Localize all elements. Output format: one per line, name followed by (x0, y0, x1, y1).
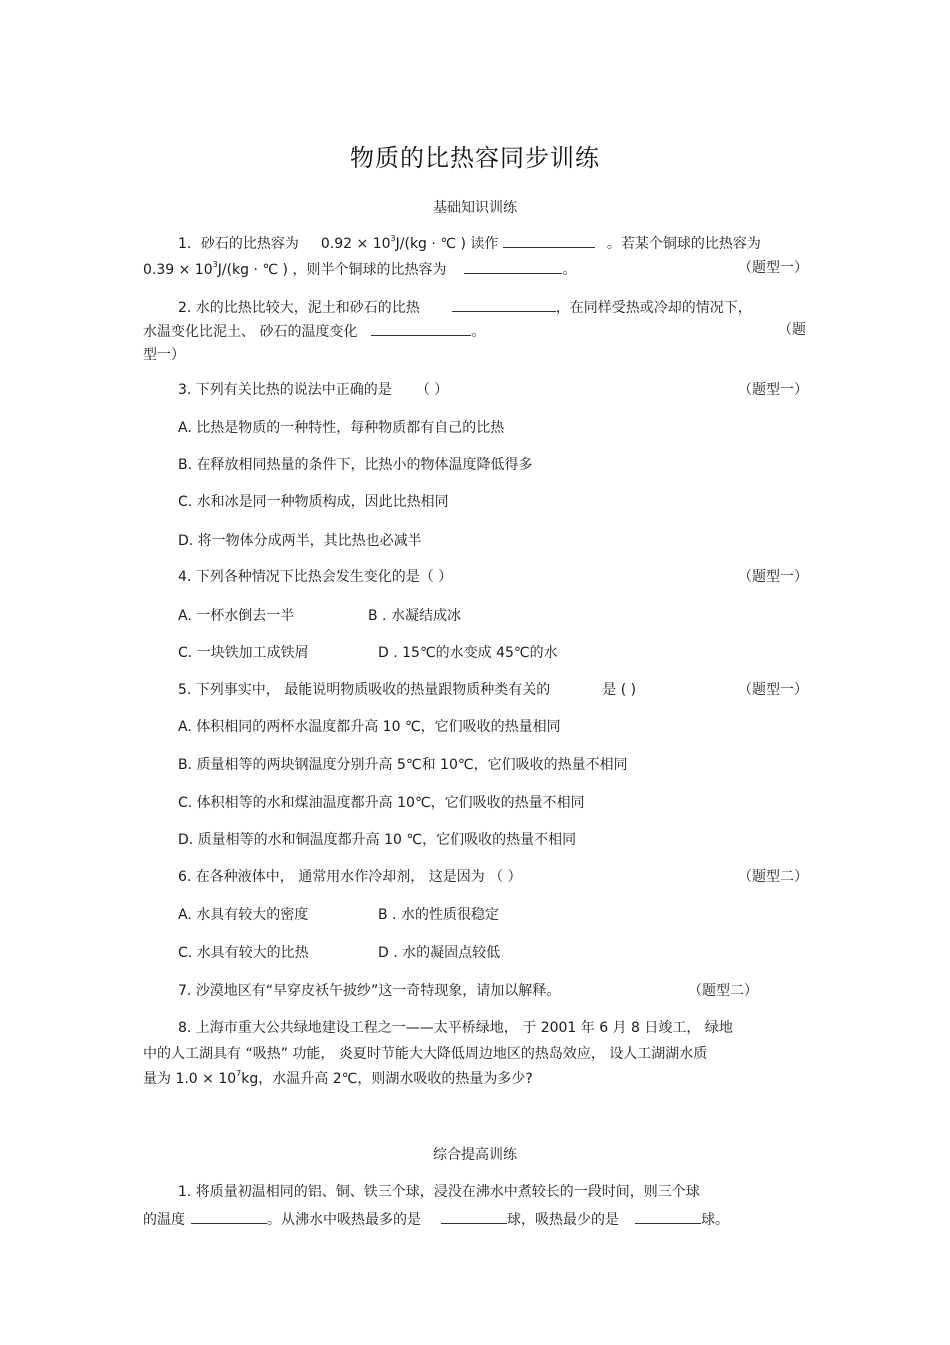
p1-answer-blank-1[interactable] (191, 1208, 267, 1224)
q5-answer-paren: 是 ( ) (602, 682, 637, 698)
q6-type-tag: （题型二） (738, 869, 808, 885)
q1-sup-a: 3 (390, 234, 396, 243)
advanced-question-1-line-2 (143, 1208, 729, 1230)
q2-type-tag-end: 型一） (143, 347, 185, 363)
question-6-stem: 6. 在各种液体中， 通常用水作冷却剂， 这是因为 （ ） (178, 869, 522, 885)
advanced-question-1-line-1: 1. 将质量初温相同的铝、铜、铁三个球，浸没在沸水中煮较长的一段时间，则三个球 (178, 1184, 700, 1200)
q3-option-c: C. 水和冰是同一种物质构成，因此比热相同 (178, 494, 449, 510)
q1-type-tag: （题型一） (738, 260, 808, 276)
question-8-line-1: 8. 上海市重大公共绿地建设工程之一——太平桥绿地， 于 2001 年 6 月 8 日竣工， 绿地 (178, 1020, 733, 1036)
q8-sup: 7 (236, 1069, 242, 1078)
q3-stem-text: 3. 下列有关比热的说法中正确的是 (178, 382, 392, 398)
q2-answer-blank-1[interactable] (452, 296, 556, 312)
q4-option-d: D . 15℃的水变成 45℃的水 (378, 645, 558, 661)
p1-answer-blank-2[interactable] (441, 1208, 507, 1224)
question-3-stem (178, 380, 448, 400)
question-4-stem: 4. 下列各种情况下比热会发生变化的是（ ） (178, 569, 453, 585)
section-heading-basic: 基础知识训练 (433, 200, 517, 216)
q4-option-a: A. 一杯水倒去一半 (178, 608, 295, 624)
q1-value-b: 0.39 × 10 (143, 262, 213, 278)
q3-option-a: A. 比热是物质的一种特性，每种物质都有自己的比热 (178, 420, 505, 436)
q3-option-b: B. 在释放相同热量的条件下，比热小的物体温度降低得多 (178, 457, 533, 473)
q3-answer-paren: （ ） (415, 382, 449, 398)
q2-text-c: 水温变化比泥土、 砂石的温度变化 (143, 324, 358, 340)
q2-text-a: 2. 水的比热比较大，泥土和砂石的比热 (178, 300, 420, 316)
q8-text-b: kg，水温升高 2℃，则湖水吸收的热量为多少? (241, 1071, 533, 1087)
q5-type-tag: （题型一） (738, 682, 808, 698)
q5-option-b: B. 质量相等的两块钢温度分别升高 5℃和 10℃，它们吸收的热量不相同 (178, 757, 628, 773)
question-1-line-1 (178, 232, 761, 254)
q1-answer-blank-1[interactable] (503, 232, 595, 248)
q7-type-tag: （题型二） (688, 983, 758, 999)
q2-type-tag-start: （题 (778, 322, 806, 338)
q6-option-a: A. 水具有较大的密度 (178, 907, 309, 923)
q1-answer-blank-2[interactable] (464, 258, 562, 274)
q3-option-d: D. 将一物体分成两半，其比热也必减半 (178, 533, 422, 549)
q5-option-a: A. 体积相同的两杯水温度都升高 10 ℃，它们吸收的热量相同 (178, 719, 561, 735)
q2-text-b: ，在同样受热或冷却的情况下， (555, 300, 752, 316)
page-title: 物质的比热容同步训练 (350, 144, 600, 172)
q6-option-b: B . 水的性质很稳定 (378, 907, 499, 923)
q1-sup-b: 3 (212, 260, 218, 269)
q3-type-tag: （题型一） (738, 382, 808, 398)
q4-type-tag: （题型一） (738, 569, 808, 585)
question-8-line-2: 中的人工湖具有 “吸热” 功能， 炎夏时节能大大降低周边地区的热岛效应， 设人工湖湖水质 (143, 1046, 708, 1062)
q5-stem-text: 5. 下列事实中， 最能说明物质吸收的热量跟物质种类有关的 (178, 682, 551, 698)
p1-text-b: 。从沸水中吸热最多的是 (267, 1212, 421, 1228)
q1-text-f: J/(kg · ℃ ) ，则半个铜球的比热容为 (217, 262, 447, 278)
q1-text-a: 1．砂石的比热容为 (178, 236, 299, 252)
q1-value-a: 0.92 × 10 (320, 236, 391, 252)
q6-option-c: C. 水具有较大的比热 (178, 945, 309, 961)
question-2-line-1 (178, 296, 752, 318)
q8-text-a: 量为 1.0 × 10 (143, 1071, 237, 1087)
p1-text-c: 球，吸热最少的是 (507, 1212, 619, 1228)
section-heading-advanced: 综合提高训练 (433, 1147, 517, 1163)
q4-option-c: C. 一块铁加工成铁屑 (178, 645, 309, 661)
question-5-stem (178, 680, 636, 700)
p1-text-a: 的温度 (143, 1212, 185, 1228)
q6-option-d: D . 水的凝固点较低 (378, 945, 501, 961)
p1-answer-blank-3[interactable] (635, 1208, 701, 1224)
question-7-stem: 7. 沙漠地区有“早穿皮袄午披纱”这一奇特现象，请加以解释。 (178, 983, 561, 999)
q4-option-b: B . 水凝结成冰 (368, 608, 461, 624)
q2-answer-blank-2[interactable] (371, 320, 471, 336)
q1-text-d: 。若某个铜球的比热容为 (606, 236, 761, 252)
question-1-line-2 (143, 258, 576, 280)
q1-text-c: J/(kg · ℃ ) 读作 (395, 236, 499, 252)
q1-text-g: 。 (562, 262, 577, 278)
q2-text-d: 。 (471, 324, 486, 340)
p1-text-d: 球。 (701, 1212, 729, 1228)
q5-option-c: C. 体积相等的水和煤油温度都升高 10℃，它们吸收的热量不相同 (178, 795, 585, 811)
question-8-line-3 (143, 1069, 533, 1089)
question-2-line-2 (143, 320, 485, 342)
q5-option-d: D. 质量相等的水和铜温度都升高 10 ℃，它们吸收的热量不相同 (178, 832, 577, 848)
